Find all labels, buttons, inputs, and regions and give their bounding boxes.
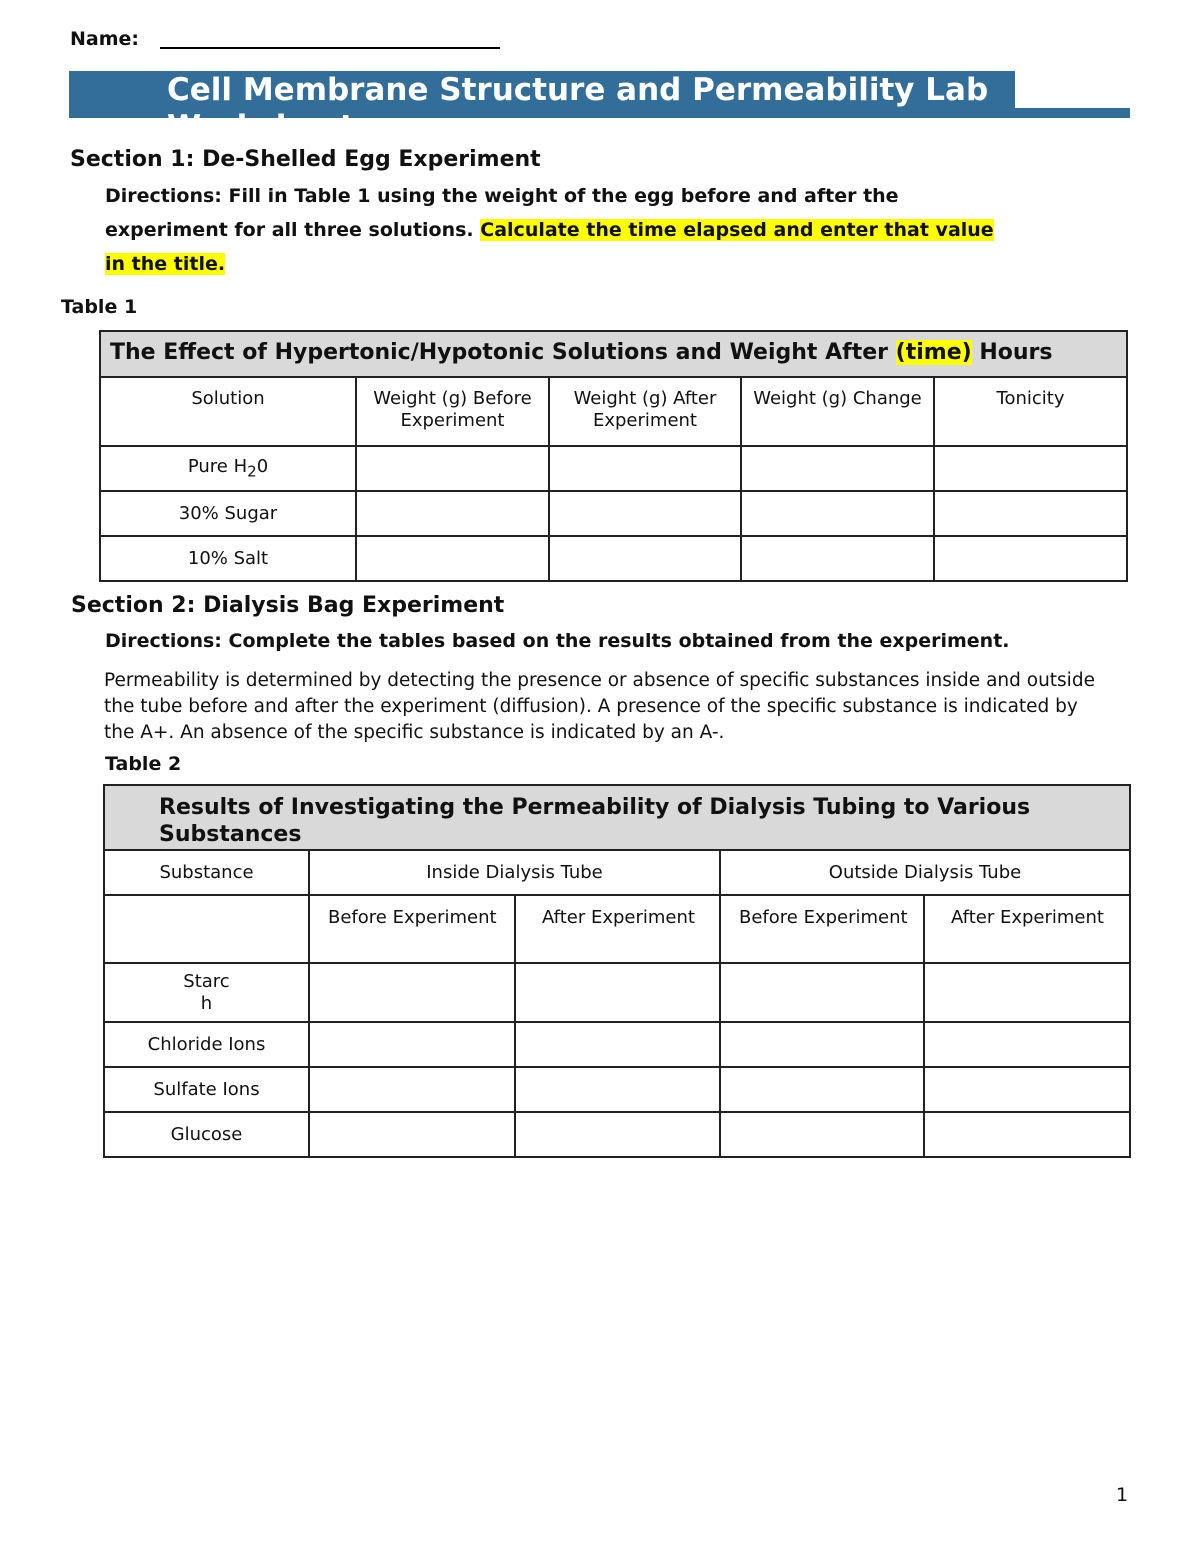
input-cell[interactable]: [924, 963, 1130, 1022]
table1-label: Table 1: [61, 296, 138, 318]
table-row: [104, 1022, 1130, 1067]
table2-substance-starch: [104, 963, 309, 1022]
input-cell[interactable]: [924, 1112, 1130, 1157]
table-row: [100, 446, 1127, 491]
input-cell[interactable]: [549, 446, 741, 491]
input-cell[interactable]: [356, 446, 549, 491]
input-cell[interactable]: [741, 446, 934, 491]
page-number: 1: [1116, 1484, 1129, 1506]
page-title: Cell Membrane Structure and Permeability Lab Worksheet: [167, 72, 989, 145]
input-cell[interactable]: [720, 1067, 924, 1112]
table1-title: [100, 331, 1127, 377]
table2-header-outside: Outside Dialysis Tube: [720, 850, 1130, 895]
highlighted-instruction-cont: in the title.: [105, 253, 226, 275]
input-cell[interactable]: [515, 1067, 720, 1112]
input-cell[interactable]: [924, 1067, 1130, 1112]
section2-directions: Directions: Complete the tables based on the results obtained from the experiment.: [105, 630, 1010, 652]
input-cell[interactable]: [356, 491, 549, 536]
highlighted-instruction: Calculate the time elapsed and enter that value: [480, 219, 994, 241]
directions-line-1: Directions: Fill in Table 1 using the weight of the egg before and after the: [105, 185, 899, 207]
table1-header-tonicity: Tonicity: [934, 377, 1127, 446]
input-cell[interactable]: [515, 963, 720, 1022]
table1-header-solution: Solution: [100, 377, 356, 446]
table1-title-hours: Hours: [971, 340, 1053, 365]
table2-title: Results of Investigating the Permeability of Dialysis Tubing to Various Substances: [104, 785, 1130, 850]
input-cell[interactable]: [309, 963, 515, 1022]
input-cell[interactable]: [515, 1022, 720, 1067]
table1-header-after: Weight (g) After Experiment: [549, 377, 741, 446]
section2-heading: Section 2: Dialysis Bag Experiment: [71, 593, 505, 618]
water-label-tail: 0: [256, 456, 269, 478]
table1-solution-water: [100, 446, 356, 491]
table-row: [104, 963, 1130, 1022]
table2-substance-glucose: Glucose: [104, 1112, 309, 1157]
table1-header-change: Weight (g) Change: [741, 377, 934, 446]
table1: [99, 330, 1128, 582]
input-cell[interactable]: [720, 1112, 924, 1157]
input-cell[interactable]: [934, 536, 1127, 581]
name-field-line[interactable]: [160, 47, 500, 49]
table1-title-text: The Effect of Hypertonic/Hypotonic Solutions and Weight After: [110, 340, 896, 365]
table2-header-inside: Inside Dialysis Tube: [309, 850, 720, 895]
name-label: Name:: [70, 28, 140, 50]
table2-substance-sulfate: Sulfate Ions: [104, 1067, 309, 1112]
table-row: [104, 1067, 1130, 1112]
section1-directions: [105, 179, 1045, 281]
input-cell[interactable]: [549, 491, 741, 536]
table2-outside-after: After Experiment: [924, 895, 1130, 963]
table1-header-before: Weight (g) Before Experiment: [356, 377, 549, 446]
table1-solution-sugar: 30% Sugar: [100, 491, 356, 536]
title-banner: [69, 71, 1015, 145]
input-cell[interactable]: [934, 446, 1127, 491]
table2-subheader-empty: [104, 895, 309, 963]
input-cell[interactable]: [741, 536, 934, 581]
table-row: [100, 536, 1127, 581]
starch-line-2: h: [200, 992, 213, 1014]
table2-label: Table 2: [105, 753, 182, 775]
table2: [103, 784, 1131, 1158]
table2-inside-after: After Experiment: [515, 895, 720, 963]
input-cell[interactable]: [934, 491, 1127, 536]
table-row: [100, 491, 1127, 536]
water-label: Pure H: [187, 456, 248, 478]
starch-line-1: Starc: [183, 970, 230, 992]
table2-inside-before: Before Experiment: [309, 895, 515, 963]
input-cell[interactable]: [720, 963, 924, 1022]
input-cell[interactable]: [309, 1067, 515, 1112]
input-cell[interactable]: [356, 536, 549, 581]
input-cell[interactable]: [741, 491, 934, 536]
directions-line-2: [105, 213, 1045, 247]
input-cell[interactable]: [309, 1112, 515, 1157]
input-cell[interactable]: [309, 1022, 515, 1067]
table-row: [104, 1112, 1130, 1157]
table1-title-time: (time): [895, 340, 972, 365]
table2-header-substance: Substance: [104, 850, 309, 895]
directions-line-2-text: experiment for all three solutions.: [105, 219, 481, 241]
table2-substance-chloride: Chloride Ions: [104, 1022, 309, 1067]
section1-heading: Section 1: De-Shelled Egg Experiment: [70, 147, 541, 172]
input-cell[interactable]: [720, 1022, 924, 1067]
permeability-paragraph: Permeability is determined by detecting the presence or absence of specific substances inside and outside the tube before and after the experiment (diffusion). A presence of the specific substance is indicated by the A+. An absence of the specific substance is indicated by an A-.: [104, 670, 1095, 743]
water-subscript: 2: [247, 462, 257, 481]
directions-line-3: [105, 247, 1045, 281]
table1-solution-salt: 10% Salt: [100, 536, 356, 581]
input-cell[interactable]: [924, 1022, 1130, 1067]
input-cell[interactable]: [515, 1112, 720, 1157]
input-cell[interactable]: [549, 536, 741, 581]
title-banner-underline: [1014, 108, 1130, 118]
table2-outside-before: Before Experiment: [720, 895, 924, 963]
